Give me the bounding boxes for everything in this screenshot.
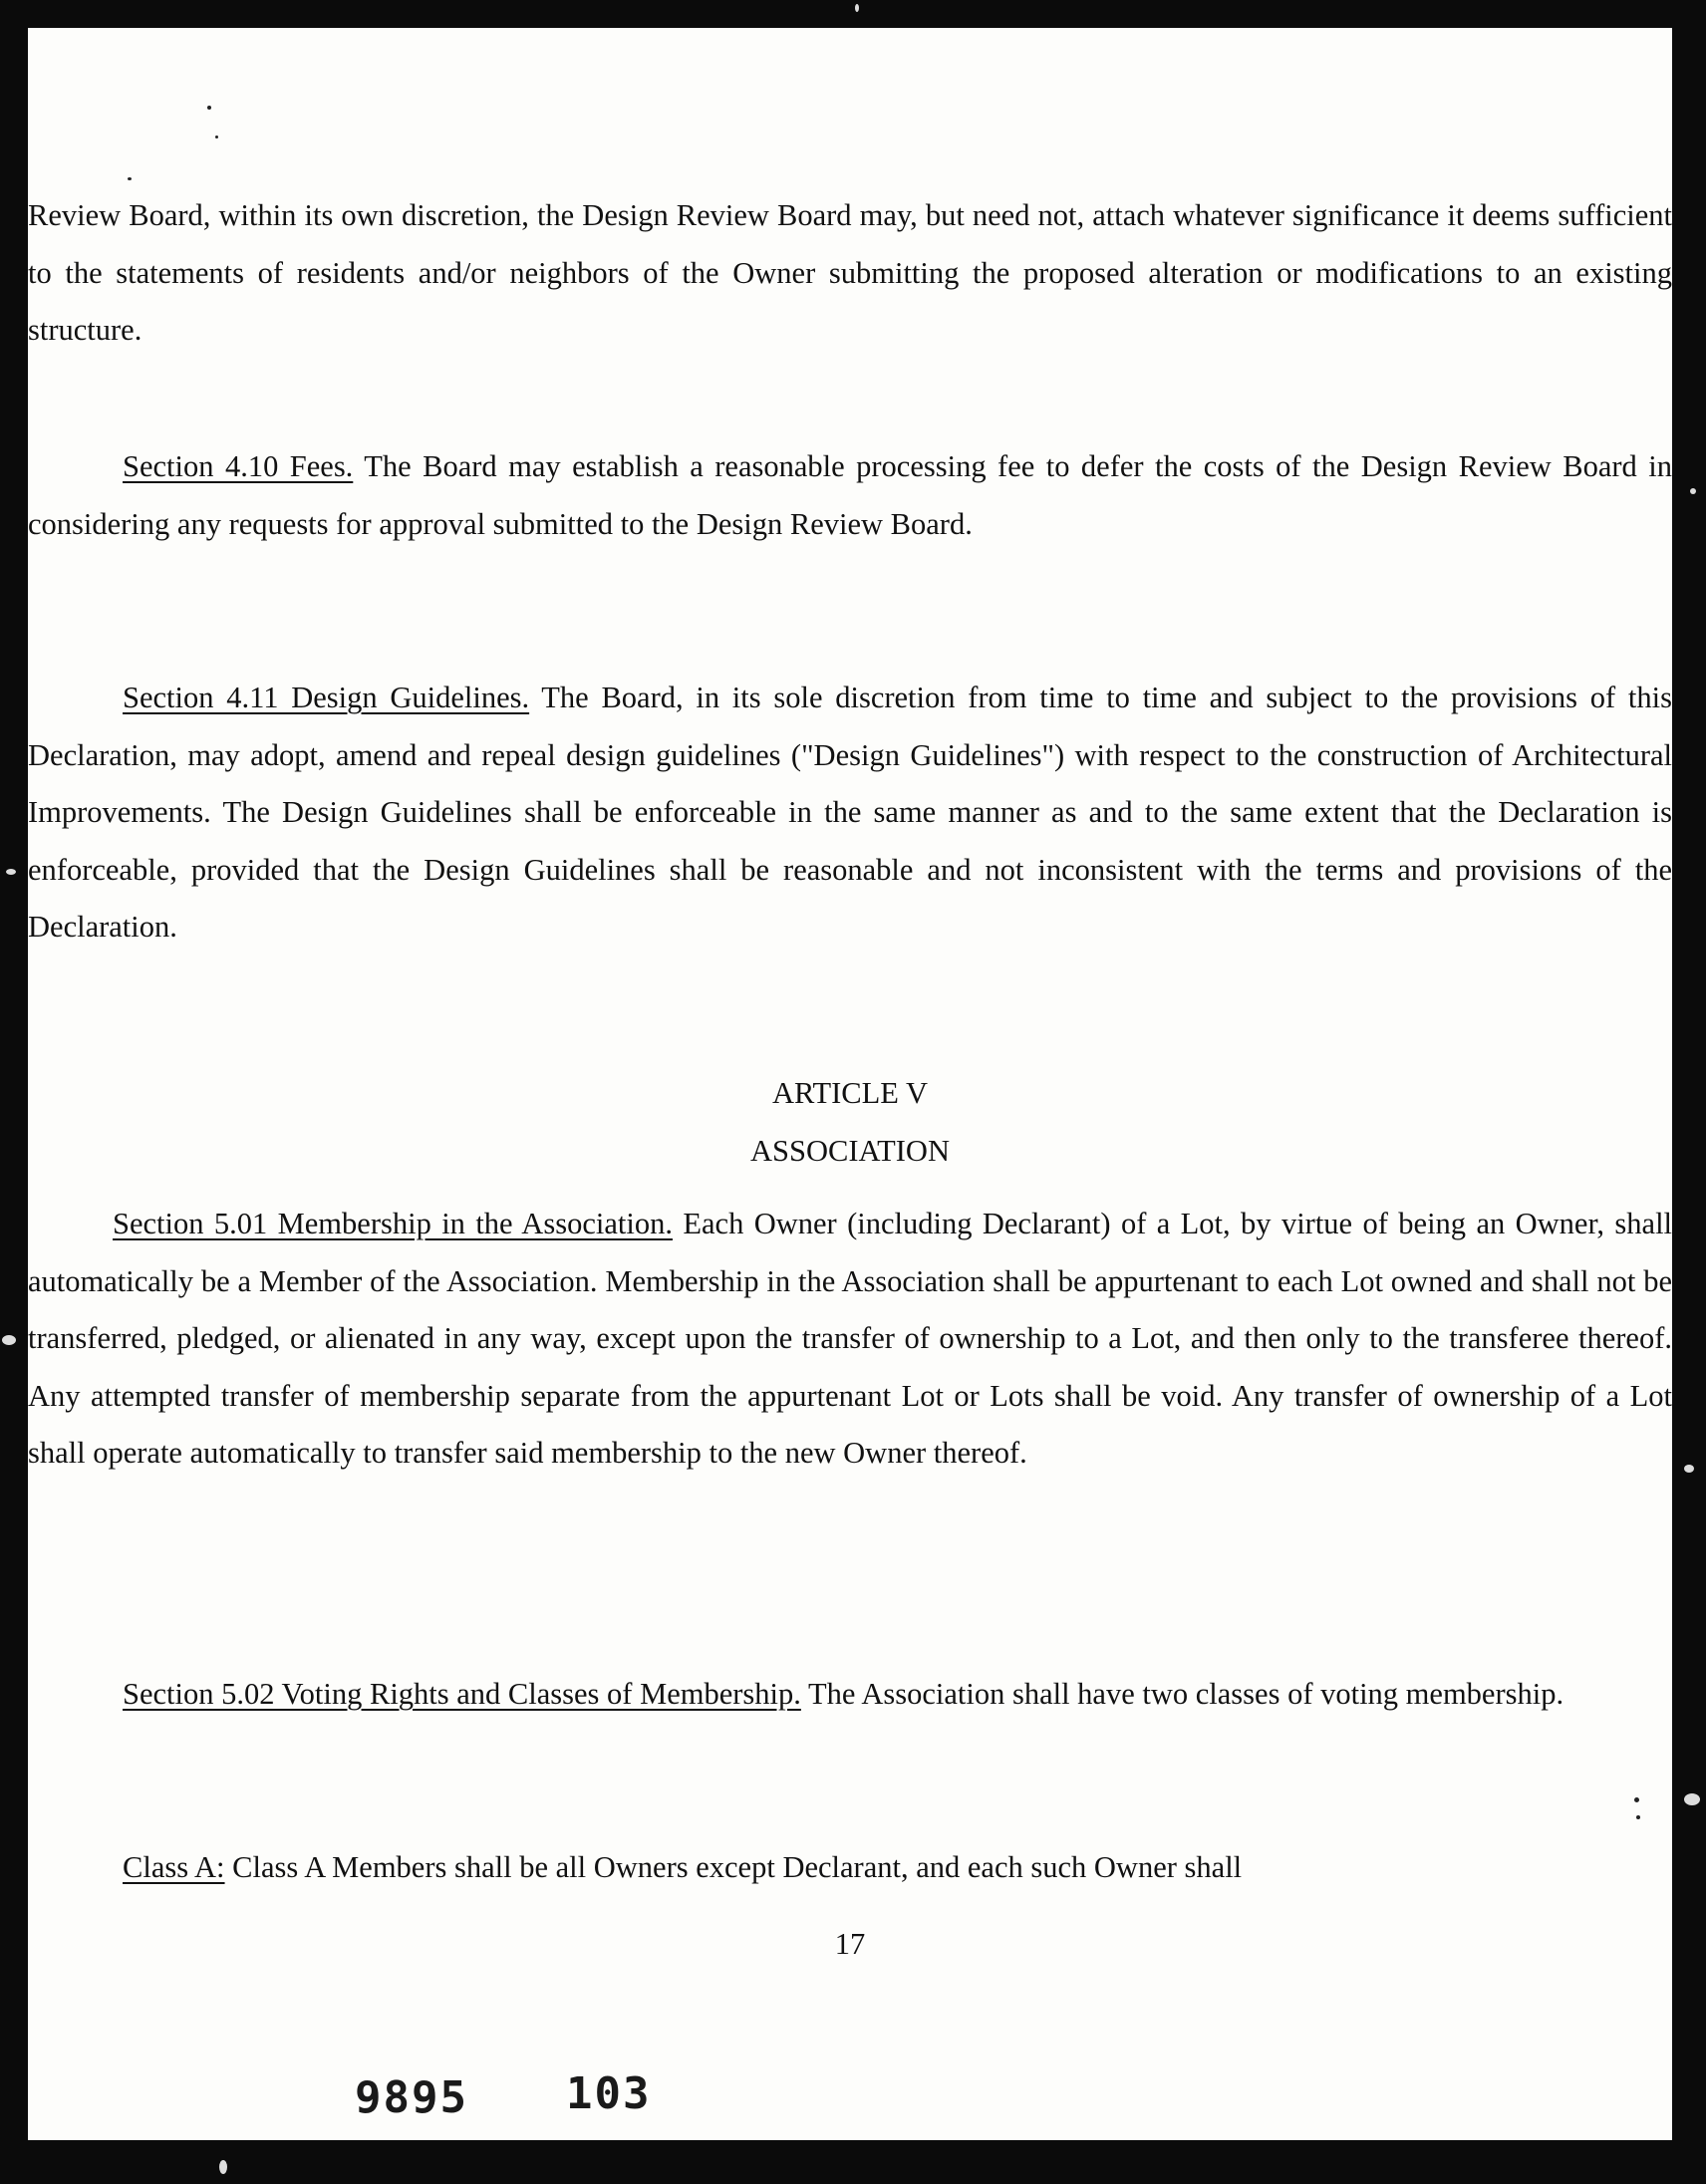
section-5-02-body: The Association shall have two classes of voting membership.: [807, 1677, 1564, 1711]
section-5-02: [28, 1666, 1672, 1724]
section-5-01-heading: Section 5.01 Membership in the Association.: [113, 1207, 673, 1240]
scan-speck: [855, 4, 859, 12]
scan-speck: [1684, 1793, 1700, 1805]
section-5-01: [28, 1196, 1672, 1483]
section-4-10: [28, 438, 1672, 553]
article-title: ASSOCIATION: [750, 1134, 950, 1168]
top-paragraph-text: Review Board, within its own discretion, the Design Review Board may, but need not, attach whatever significance it deems sufficient to the statements of residents and/or neighbors of the Owner submitting the proposed alteration or modifications to an existing structure.: [28, 198, 1672, 347]
scan-speck: [1636, 1815, 1640, 1819]
class-a: [28, 1839, 1672, 1897]
scan-speck: [219, 2160, 227, 2174]
top-paragraph: [28, 187, 1672, 360]
section-4-11-heading: Section 4.11 Design Guidelines.: [123, 681, 530, 714]
scan-speck: [1634, 1797, 1639, 1802]
scan-speck: [6, 869, 16, 875]
section-4-11: [28, 670, 1672, 956]
page-number: 17: [834, 1927, 866, 1961]
scan-speck: [215, 136, 218, 138]
class-a-body: Class A Members shall be all Owners except Declarant, and each such Owner shall: [232, 1850, 1243, 1884]
section-5-01-body: Each Owner (including Declarant) of a Lot, by virtue of being an Owner, shall automatically be a Member of the Association. Membership in the Association shall be appurtenant to each Lot owned and shall not be transferred, pledged, or alienated in any way, except upon the transfer of ownership to a Lot, and then only to the transferee thereof. Any attempted transfer of membership separate from the appurtenant Lot or Lots shall be void. Any transfer of ownership of a Lot shall operate automatically to transfer said membership to the new Owner thereof.: [28, 1207, 1673, 1470]
recording-stamp-page: 103: [566, 2068, 652, 2119]
document-page: [28, 28, 1672, 2140]
scan-speck: [1684, 1465, 1694, 1473]
class-a-heading: Class A:: [123, 1850, 225, 1884]
section-4-10-body: The Board may establish a reasonable processing fee to defer the costs of the Design Review Board in considering any requests for approval submitted to the Design Review Board.: [28, 449, 1672, 541]
section-4-10-heading: Section 4.10 Fees.: [123, 449, 354, 483]
section-5-02-heading: Section 5.02 Voting Rights and Classes of Membership.: [123, 1677, 801, 1711]
scan-speck: [2, 1335, 16, 1345]
scan-speck: [1690, 488, 1696, 494]
article-number: ARTICLE V: [771, 1076, 929, 1110]
scan-speck: [128, 177, 132, 180]
recording-stamp-book: 9895: [355, 2072, 468, 2123]
scan-speck: [207, 106, 211, 110]
section-4-11-body: The Board, in its sole discretion from time to time and subject to the provisions of this Declaration, may adopt, amend and repeal design guidelines ("Design Guidelines") with respect to the construction of Architectural Improvements. The Design Guidelines shall be enforceable in the same manner as and to the same extent that the Declaration is enforceable, provided that the Design Guidelines shall be reasonable and not inconsistent with the terms and provisions of the Declaration.: [28, 681, 1672, 944]
